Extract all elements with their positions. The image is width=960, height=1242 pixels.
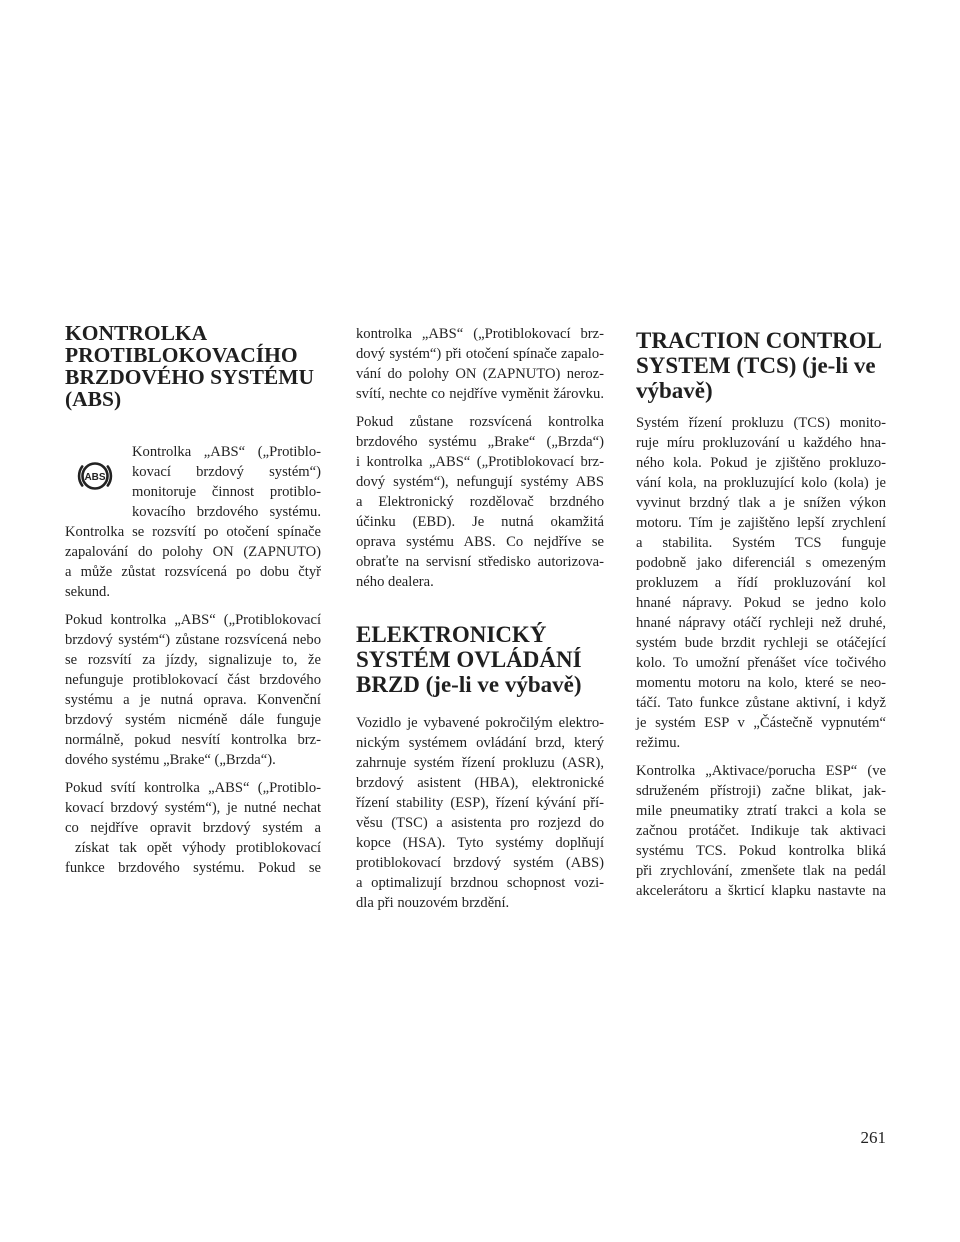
paragraph xyxy=(356,412,604,592)
text-line: Pokud zůstane rozsvícená kontrolka xyxy=(356,414,604,430)
text-line: zapalování do polohy ON (ZAPNUTO) xyxy=(65,544,321,560)
heading-line: SYSTEM (TCS) (je-li ve xyxy=(636,353,876,378)
text-line: co nejdříve opravit brzdový systém a xyxy=(65,820,321,836)
text-line: sekund. xyxy=(65,584,110,600)
tcs-heading xyxy=(636,328,886,403)
text-line: začnou protáčet. Indikuje tak aktivaci xyxy=(636,823,886,839)
paragraph xyxy=(636,761,886,901)
text-line: při zrychlování, zmenšete tlak na pedál xyxy=(636,863,886,879)
text-line: funkce brzdového systému. Pokud se xyxy=(65,860,321,876)
text-line: vyvinut brzdný tlak a je snížen výkon xyxy=(636,495,886,511)
text-line: je systém ESP v „Částečně vypnutém“ xyxy=(636,715,886,731)
text-line: protiblokovací brzdový systém (ABS) xyxy=(356,855,604,871)
text-line: systém bude brzdit rychleji se otáčející xyxy=(636,635,886,651)
text-line: kovacího brzdového systému. xyxy=(132,504,321,520)
text-line: zahrnuje systém řízení prokluzu (ASR), xyxy=(356,755,604,771)
text-line: i kontrolka „ABS“ („Protiblokovací brz- xyxy=(356,454,604,470)
text-line: Vozidlo je vybavené pokročilým elektro- xyxy=(356,715,604,731)
text-line: a Elektronický rozdělovač brzdného xyxy=(356,494,604,510)
text-line: brzdový systém“) zůstane rozsvícená nebo xyxy=(65,632,321,648)
page-number: 261 xyxy=(860,1128,886,1147)
text-line: monitoruje činnost protiblo- xyxy=(132,484,321,500)
text-line: nefunguje protiblokovací část brzdového xyxy=(65,672,321,688)
text-line: a může zůstat rozsvícená po dobu čtyř xyxy=(65,564,321,580)
heading-line: výbavě) xyxy=(636,378,713,403)
text-line: ruje míru prokluzování u každého hna- xyxy=(636,435,886,451)
text-line: normálně, pokud nesvítí kontrolka brz- xyxy=(65,732,321,748)
text-line: podobně jako diferenciál s omezeným xyxy=(636,555,886,571)
text-line: dla při nouzovém brzdění. xyxy=(356,895,510,911)
text-line: brzdový asistent (HBA), elektronické xyxy=(356,775,604,791)
text-line: vání kola, na prokluzující kolo (kola) je xyxy=(636,475,886,491)
text-line: Pokud svítí kontrolka „ABS“ („Protiblo- xyxy=(65,780,321,796)
text-line: dového systému „Brake“ („Brzda“). xyxy=(65,752,276,768)
text-line: dový systém“) při otočení spínače zapalo- xyxy=(356,346,604,362)
right-column xyxy=(636,322,886,901)
heading-line: (ABS) xyxy=(65,387,122,411)
text-line: momentu motoru na kolo, které se neo- xyxy=(636,675,886,691)
paragraph xyxy=(356,713,604,913)
text-line: získat tak opět výhody protiblokovací xyxy=(75,840,321,856)
text-line: Kontrolka „ABS“ („Protiblo- xyxy=(132,444,321,460)
text-line: hnané nápravy. Pokud se jedno kolo xyxy=(636,595,886,611)
paragraph xyxy=(356,324,604,404)
abs-intro xyxy=(65,442,321,522)
abs-icon-label: ABS xyxy=(84,472,106,483)
text-line: a optimalizují brzdnou schopnost vozi- xyxy=(356,875,604,891)
text-line: řízení stability (ESP), řízení kývání pří- xyxy=(356,795,604,811)
text-line: mile pneumatiky ztratí trakci a kola se xyxy=(636,803,886,819)
heading-line: BRZD (je-li ve výbavě) xyxy=(356,672,582,697)
left-column xyxy=(65,322,321,878)
text-line: akcelerátoru a škrticí klapku nastavte na xyxy=(636,883,886,899)
text-line: kontrolka „ABS“ („Protiblokovací brz- xyxy=(356,326,604,342)
text-line: se rozsvítí za jízdy, signalizuje to, že xyxy=(65,652,321,668)
text-line: a stabilita. Systém TCS funguje xyxy=(636,535,886,551)
paragraph xyxy=(65,522,321,602)
text-line: věsu (TSC) a asistenta pro rozjezd do xyxy=(356,815,604,831)
text-line: brzdový systém nicméně dále funguje xyxy=(65,712,321,728)
text-line: brzdového systému „Brake“ („Brzda“) xyxy=(356,434,604,450)
text-line: kovací brzdový systém“), je nutné nechat xyxy=(65,800,321,816)
text-line: hnané nápravy otáčí rychleji než druhé, xyxy=(636,615,886,631)
heading-line: ELEKTRONICKÝ xyxy=(356,622,547,647)
abs-intro-text xyxy=(132,442,321,522)
paragraph xyxy=(65,778,321,878)
paragraph xyxy=(636,413,886,753)
text-line: dový systém“), nefungují systémy ABS xyxy=(356,474,604,490)
middle-column xyxy=(356,324,604,913)
heading-line: TRACTION CONTROL xyxy=(636,328,883,353)
text-line: prokluzem a řídí prokluzování kol xyxy=(636,575,886,591)
text-line: vání do polohy ON (ZAPNUTO) neroz- xyxy=(356,366,604,382)
text-line: účinku (EBD). Je nutná okamžitá xyxy=(356,514,604,530)
text-line: sdruženém přístroji) začne blikat, jak- xyxy=(636,783,886,799)
text-line: kovací brzdový systém“) xyxy=(132,464,321,480)
text-line: obraťte na servisní středisko autorizova- xyxy=(356,554,604,570)
electronic-brake-heading xyxy=(356,622,604,697)
heading-line: PROTIBLOKOVACÍHO xyxy=(65,343,298,367)
text-line: Kontrolka „Aktivace/porucha ESP“ (ve xyxy=(636,763,886,779)
text-line: Pokud kontrolka „ABS“ („Protiblokovací xyxy=(65,612,321,628)
text-line: ného kola. Pokud je zjištěno prokluzo- xyxy=(636,455,886,471)
text-line: nickým systémem ovládání brzd, který xyxy=(356,735,604,751)
text-line: ného dealera. xyxy=(356,574,434,590)
text-line: režimu. xyxy=(636,735,681,751)
text-line: oprava systému ABS. Co nejdříve se xyxy=(356,534,604,550)
text-line: motoru. Tím je zajištěno lepší zrychlení xyxy=(636,515,886,531)
heading-line: SYSTÉM OVLÁDÁNÍ xyxy=(356,647,582,672)
paragraph xyxy=(65,610,321,770)
text-line: systému TCS. Pokud kontrolka bliká xyxy=(636,843,886,859)
abs-warning-icon xyxy=(77,458,113,494)
abs-heading xyxy=(65,322,321,410)
text-line: kolo. To umožní přenášet více točivého xyxy=(636,655,886,671)
text-line: Kontrolka se rozsvítí po otočení spínače xyxy=(65,524,321,540)
text-line: táčí. Tato funkce zůstane aktivní, i když xyxy=(636,695,886,711)
text-line: systému a je nutná oprava. Konvenční xyxy=(65,692,321,708)
heading-line: BRZDOVÉHO SYSTÉMU xyxy=(65,365,315,389)
text-line: svítí, nechte co nejdříve vyměnit žárovku. xyxy=(356,386,604,402)
text-line: kopce (HSA). Tyto systémy doplňují xyxy=(356,835,604,851)
text-line: Systém řízení prokluzu (TCS) monito- xyxy=(636,415,886,431)
heading-line: KONTROLKA xyxy=(65,321,208,345)
